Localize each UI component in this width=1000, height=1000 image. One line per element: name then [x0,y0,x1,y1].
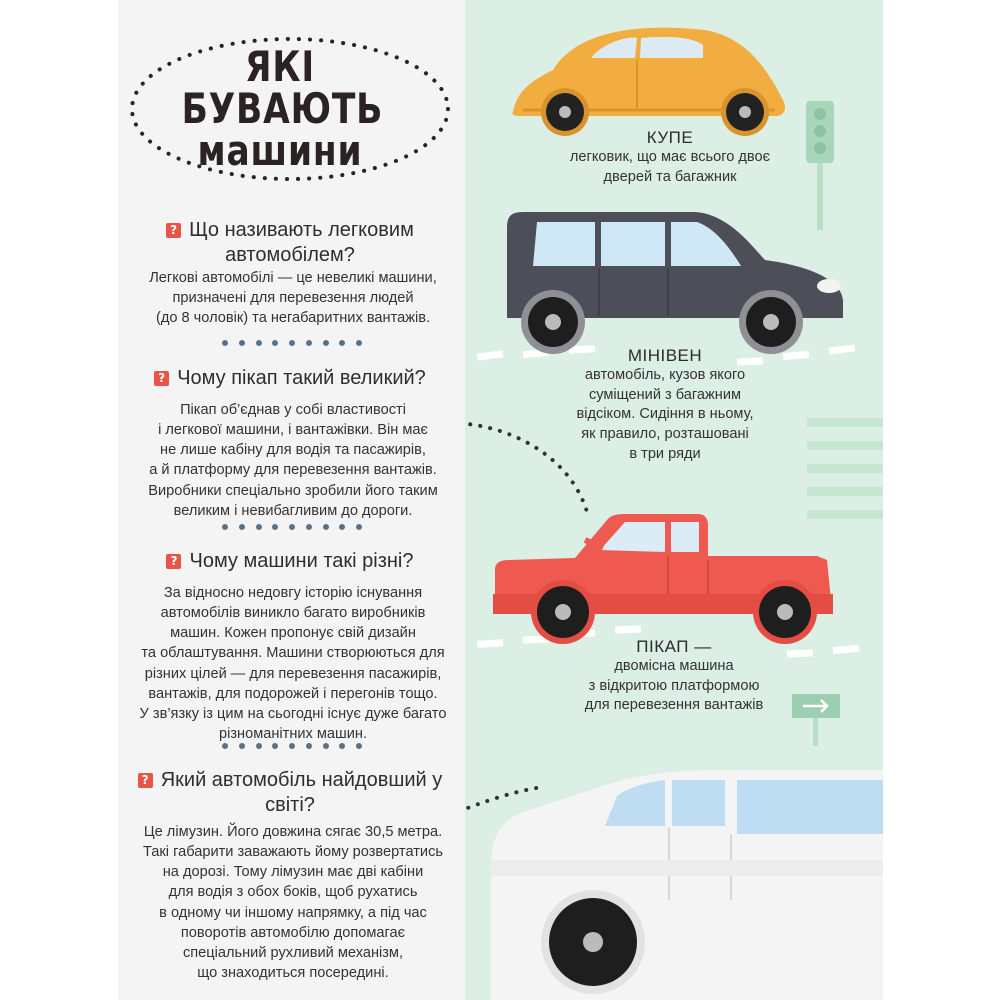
question-2 [130,366,450,391]
pickup-car [493,514,833,644]
pickup-description: двомісна машина з відкритою платформою для перевезення вантажів [584,658,764,714]
question-3 [130,549,450,574]
title-line-1: ЯКІ [245,42,315,91]
answer-4: Це лімузин. Його довжина сягає 30,5 метра. Такі габарити заважають йому розвертатись на дорозі. Тому лімузин має дві кабіни для водія з обох боків, щоб рухатись в одному чи іншому напрямку, а під час поворотів автомобілю допомагає спеціальний рухливий механізм, що знаходиться посередині. [143,824,443,981]
dots-separator [222,743,362,751]
coupe-title: КУПЕ [646,128,694,147]
pickup-caption [539,637,809,716]
minivan-description: автомобіль, кузов якого суміщений з багажним відсіком. Сидіння в ньому, як правило, розташовані в три ряди [576,367,754,462]
minivan-caption [540,346,790,464]
coupe-caption [545,128,795,187]
answer-2: Пікап об’єднав у собі властивості і легкової машини, і вантажівки. Він має не лише кабіну для водія та пасажирів, а й платформу для перевезення вантажів. Виробники спеціально зробили його таким великим і невибагливим до дороги. [148,402,438,519]
dots-separator [222,524,362,532]
coupe-description: легковик, що має всього двоє дверей та багажник [569,149,771,185]
question-2-text: Чому пікап такий великий? [177,367,426,389]
limousine-car [491,770,883,1000]
pickup-title: ПІКАП — [636,637,712,656]
question-4-text: Який автомобіль найдовший у світі? [160,769,443,816]
traffic-light-icon [806,101,834,230]
question-icon: ? [166,223,181,238]
question-icon: ? [166,554,181,569]
question-1 [130,218,450,268]
title-line-3: машини [197,126,363,175]
question-3-text: Чому машини такі різні? [189,550,414,572]
question-icon: ? [138,773,153,788]
minivan-car [507,212,843,354]
dots-separator [222,340,362,348]
question-4 [130,768,450,818]
crosswalk [807,418,883,519]
question-1-text: Що називають легковим автомобілем? [189,219,414,266]
coupe-car [512,28,785,136]
question-icon: ? [154,371,169,386]
minivan-title: МІНІВЕН [627,346,703,365]
title-line-2: БУВАЮТЬ [181,84,384,133]
answer-1: Легкові автомобілі — це невеликі машини, призначені для перевезення людей (до 8 чоловік) та негабаритних вантажів. [149,270,437,327]
page-title [160,42,400,175]
illustration-column [465,0,883,1000]
answer-3: За відносно недовгу історію існування автомобілів виникло багато виробників машин. Кожен пропонує свій дизайн та облаштування. Машини створюються для різних цілей — для перевезення пасажирів, вантажів, для подорожей і перегонів тощо. У зв’язку із цим на сьогодні існує дуже багато різноманітних машин. [139,585,447,742]
